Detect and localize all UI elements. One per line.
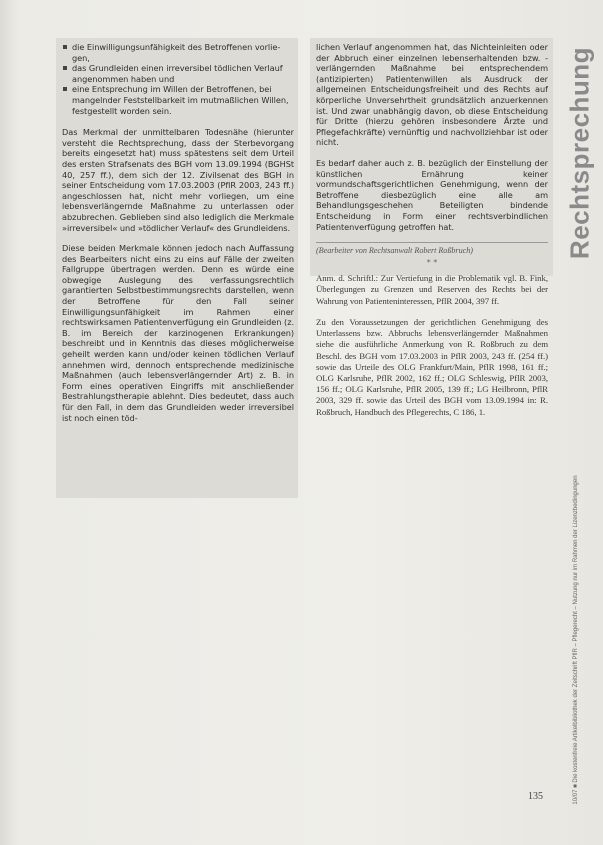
list-item: die Einwilligungsunfähigkeit des Betroffenen vorlie-gen, xyxy=(62,42,294,63)
separator-stars: * * xyxy=(426,257,438,267)
annotation-note: Zu den Voraussetzungen der gerichtlichen Genehmigung des Unterlassens bzw. Abbruchs lebensverlängernder Maßnahmen siehe die ausführliche Anmerkung von R. Roßbruch zu dem Beschl. des BGH vom 17.03.2003 in PflR 2003, 243 ff. (254 ff.) sowie das Urteile des OLG Frankfurt/Main, PflR 1998, 161 ff.; OLG Karlsruhe, PflR 2002, 162 ff.; OLG Schleswig, PflR 2003, 156 ff.; OLG Karlsruhe, PflR 2005, 139 ff.; LG Heilbronn, PflR 2003, 329 ff. sowie das Urteil des BGH vom 13.09.1994 in: R. Roßbruch, Handbuch des Pflegerechts, C 186, 1. xyxy=(316,316,548,417)
paragraph: Das Merkmal der unmittelbaren Todesnähe (hierunter versteht die Rechtsprechung, dass der Sterbevorgang bereits eingesetzt hat) muss spätestens seit dem Urteil des ersten Strafsenats des BGH vom 13.09.1994 (BGHSt 40, 257 ff.), dem sich der 12. Zivilsenat des BGH in seiner Entscheidung vom 17.03.2003 (PflR 2003, 243 ff.) angeschlossen hat, nicht mehr vorliegen, um eine lebensverlängernde Maßnahme zu unterlassen oder abzubrechen. Geblieben sind also lediglich die Merkmale »irreversibel« und »tödlicher Verlauf« des Grundleidens. xyxy=(62,127,294,233)
page-number: 135 xyxy=(528,791,543,802)
annotation-note: Anm. d. Schriftl.: Zur Vertiefung in die Problematik vgl. B. Fink, Überlegungen zu Grenzen und Reserven des Rechts bei der Wahrung von Patienteninteressen, PflR 2004, 397 ff. xyxy=(316,273,548,306)
paragraph: Diese beiden Merkmale können jedoch nach Auffassung des Bearbeiters nicht eins zu eins auf Fälle der zweiten Fallgruppe übertragen werden. Denn es würde eine obwegige Auslegung des verfassungsrechtlich garantierten Selbstbestimmungsrechts darstellen, wenn der Betroffene für den Fall seiner Einwilligungsunfähigkeit im Rahmen einer rechtswirksamen Patientenverfügung ein Grundleiden (z. B. im Bereich der karzinogenen Erkrankungen) beschreibt und in Kenntnis das dieses möglicherweise geheilt werden kann und/oder keinen tödlichen Verlauf annehmen wird, dennoch entsprechende medizinische Maßnahmen (auch lebensverlängernder Art) z. B. in Form eines operativen Eingriffs mit anschließender Bestrahlungstherapie ablehnt. Dies bedeutet, dass auch für den Fall, in dem das Grundleiden weder irreversibel ist noch einen töd- xyxy=(62,243,294,423)
right-column xyxy=(316,42,548,428)
paragraph: lichen Verlauf angenommen hat, das Nichteinleiten oder der Abbruch einer einzelnen lebenserhaltenden bzw. -verlängernden Maßnahme bei entsprechendem (antizipierten) Patientenwillen als Ausdruck der allgemeinen Entscheidungsfreiheit und des Rechts auf körperliche Unversehrtheit grundsätzlich anzuerkennen ist. Und zwar unabhängig davon, ob diese Entscheidung für Dritte (hierzu gehören insbesondere Ärzte und Pflegefachkräfte) vernünftig und nachvollziehbar ist oder nicht. xyxy=(316,42,548,148)
divider xyxy=(316,242,548,243)
side-credit: 10/07 ■ Die kostenfreie Artikelbibliothek der Zeitschrift PflR – Pflegerecht – Nutzung nur im Rahmen der Lizenzbedingungen xyxy=(573,475,579,805)
section-title: Rechtsprechung xyxy=(564,46,595,260)
author-credit: (Bearbeiter von Rechtsanwalt Robert Roßbruch) xyxy=(316,246,473,256)
list-item: das Grundleiden einen irreversibel tödlichen Verlauf angenommen haben und xyxy=(62,63,294,84)
paragraph: Es bedarf daher auch z. B. bezüglich der Einstellung der künstlichen Ernährung keiner vormundschaftsgerichtlichen Genehmigung, wenn der Betroffene diesbezüglich eine alle am Behandlungsgeschehen Beteiligten bindende Entscheidung in Form einer rechtsverbindlichen Patientenverfügung getroffen hat. xyxy=(316,157,548,232)
left-column xyxy=(62,42,294,433)
criteria-list xyxy=(62,42,294,116)
list-item: eine Entsprechung im Willen der Betroffenen, bei mangelnder Feststellbarkeit im mutmaßlichen Willen, festgestellt worden sein. xyxy=(62,84,294,116)
